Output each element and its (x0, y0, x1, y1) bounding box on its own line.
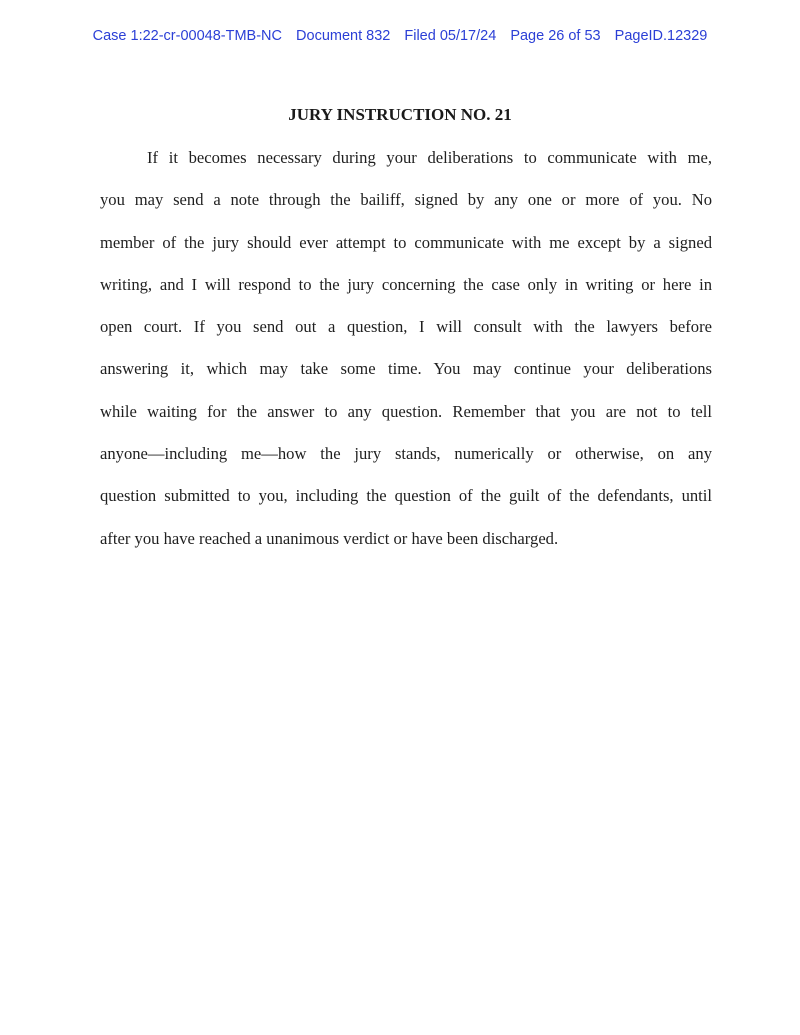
body-line: member of the jury should ever attempt to communicate with me except by a signed (100, 232, 712, 252)
page-id: PageID.12329 (614, 28, 708, 44)
body-line: while waiting for the answer to any question. Remember that you are not to tell (100, 401, 712, 421)
body-line: you may send a note through the bailiff, signed by any one or more of you. No (100, 190, 712, 210)
body-line: open court. If you send out a question, I will consult with the lawyers before (100, 317, 712, 337)
case-number: Case 1:22-cr-00048-TMB-NC (92, 28, 282, 44)
body-line: writing, and I will respond to the jury concerning the case only in writing or here in (100, 274, 712, 294)
body-line: after you have reached a unanimous verdict or have been discharged. (100, 528, 559, 548)
page-number: Page 26 of 53 (510, 28, 601, 44)
body-line: anyone—including me—how the jury stands, numerically or otherwise, on any (100, 444, 712, 464)
body-line: question submitted to you, including the question of the guilt of the defendants, until (100, 486, 712, 506)
filed-date: Filed 05/17/24 (404, 28, 497, 44)
body-line: If it becomes necessary during your deliberations to communicate with me, (147, 148, 712, 167)
filing-header (0, 28, 800, 44)
body-line: answering it, which may take some time. You may continue your deliberations (100, 359, 712, 379)
document-number: Document 832 (296, 28, 391, 44)
instruction-body (100, 145, 712, 568)
page-title: JURY INSTRUCTION NO. 21 (288, 105, 512, 124)
